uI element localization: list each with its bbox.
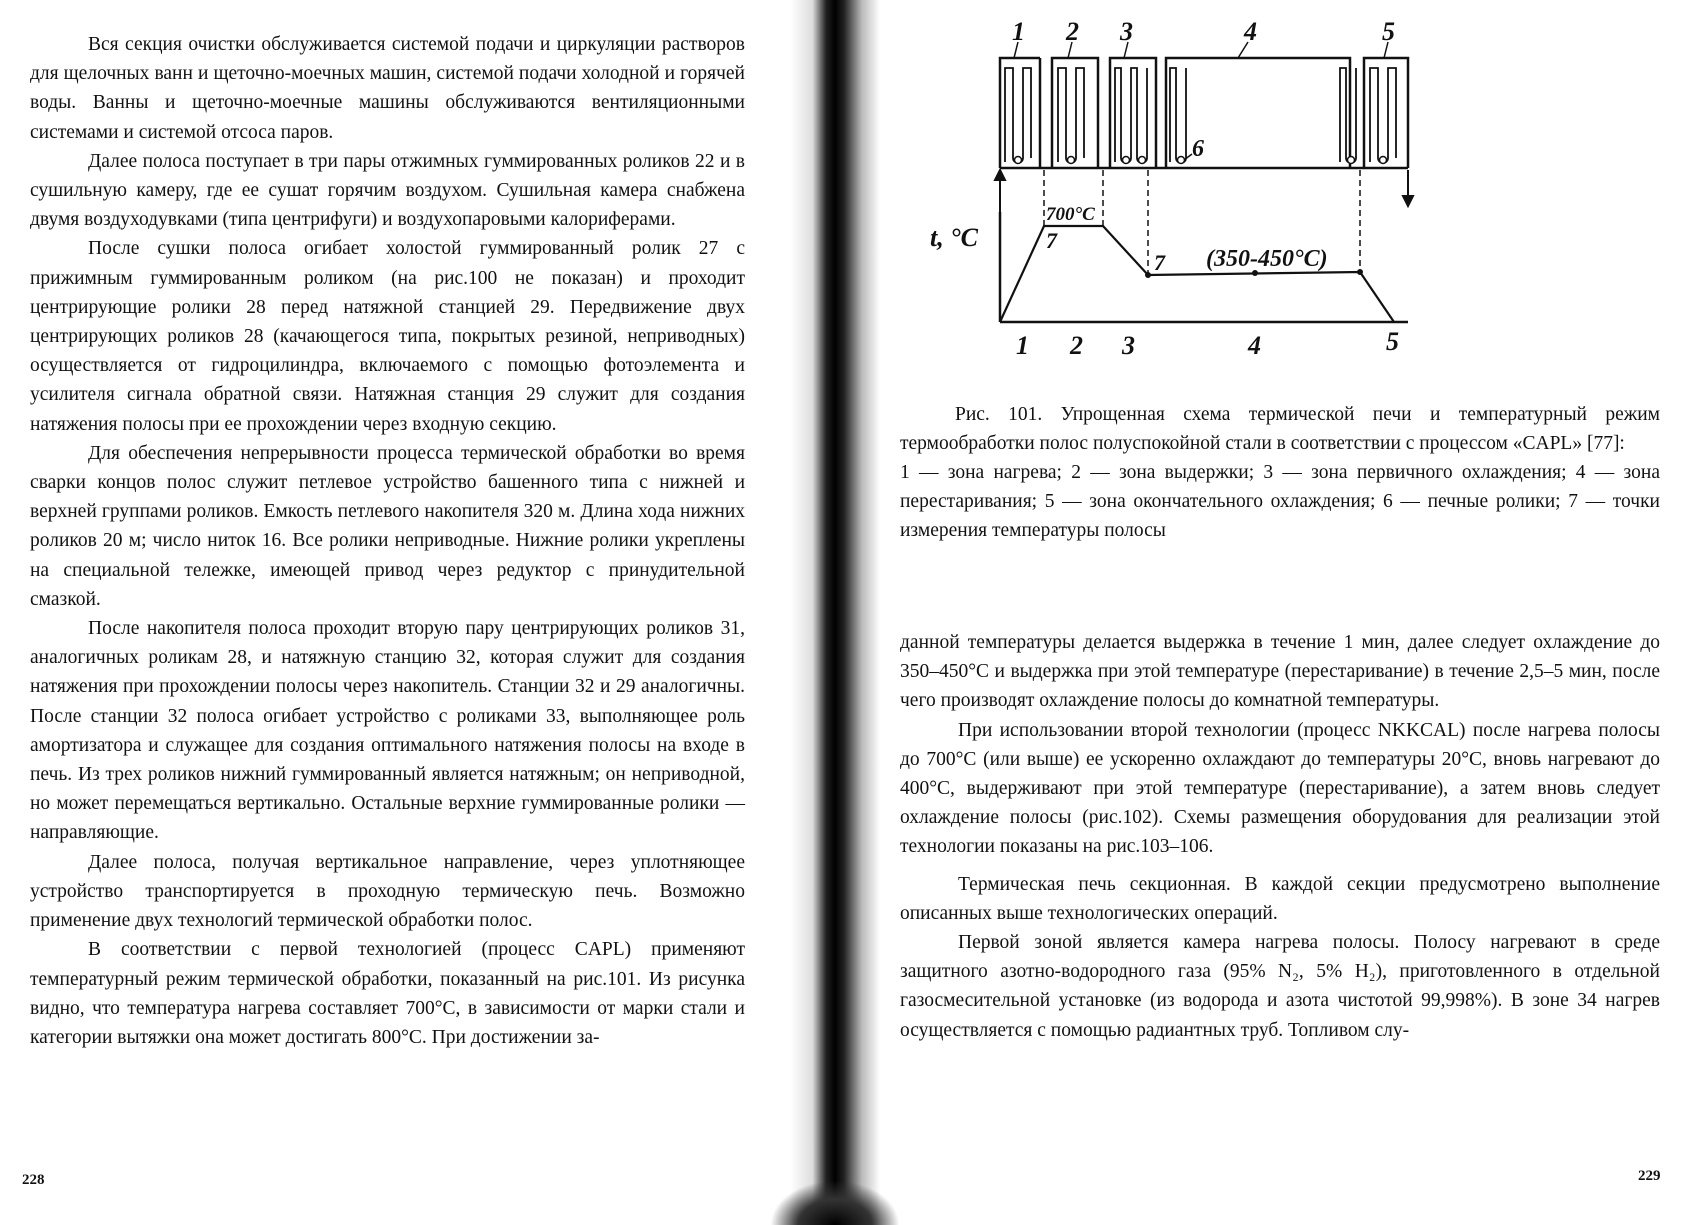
book-spine xyxy=(790,0,880,1225)
temperature-axes xyxy=(1000,212,1408,322)
measurement-point-label: 7 xyxy=(1154,250,1165,275)
paragraph: Первой зоной является камера нагрева полосы. Полосу нагревают в среде защитного азотно-водородного газа (95% N₂, 5% H₂), приготовленного в отдельной газосмесительной установке (из водорода и азота чистотой 99,998%). В зоне 34 нагрев осуществляется с помощью радиантных труб. Топливом слу- xyxy=(900,932,1660,1041)
zone-label-bottom: 2 xyxy=(1070,331,1083,360)
peak-temperature-label: 700°C xyxy=(1046,204,1095,225)
axis-label: t, °C xyxy=(930,223,978,252)
temperature-profile xyxy=(1000,226,1394,322)
zone-label-top: 4 xyxy=(1244,17,1257,46)
page-number: 229 xyxy=(1638,1168,1661,1184)
zone-label-bottom: 5 xyxy=(1386,327,1399,356)
paragraph: При использовании второй технологии (процесс NKKCAL) после нагрева полосы до 700°С (или выше) ее ускоренно охлаждают до температуры 20°С, вновь нагревают до 400°С, выдерживают при этой температуре (перестаривание), а затем вновь следует охлаждение полосы (рис.102). Схемы размещения оборудования для реализации этой технологии показаны на рис.103–106. xyxy=(900,719,1660,858)
caption-legend: 1 — зона нагрева; 2 — зона выдержки; 3 — зона первичного охлаждения; 4 — зона перестаривания; 5 — зона окончательного охлаждения; 6 — печные ролики; 7 — точки измерения температуры полосы xyxy=(900,462,1660,541)
zone-label-bottom: 4 xyxy=(1248,331,1261,360)
furnace-diagram xyxy=(930,17,1520,380)
right-page-text xyxy=(900,628,1660,1045)
hold-temperature-label: (350-450°C) xyxy=(1206,246,1328,272)
paragraph: Для обеспечения непрерывности процесса термической обработки во время сварки концов полос служит петлевое устройство башенного типа с нижней и верхней группами роликов. Емкость петлевого накопителя 320 м. Длина хода нижних роликов 20 м; число ниток 16. Все ролики неприводные. Нижние ролики укреплены на специальной тележке, имеющей привод через редуктор с принудительной смазкой. xyxy=(30,442,745,610)
right-page xyxy=(880,0,1684,1225)
paragraph: После сушки полоса огибает холостой гуммированный ролик 27 с прижимным гуммированным роликом (на рис.100 не показан) и проходит центрирующие ролики 28 перед натяжной станцией 29. Передвижение двух центрирующих роликов 28 (качающегося типа, покрытых резиной, неприводных) осуществляется от гидроцилиндра, включаемого с помощью фотоэлемента и усилителя сигнала обратной связи. Натяжная станция 29 служит для создания натяжения полосы при ее прохождении через входную секцию. xyxy=(30,238,745,435)
page-number: 228 xyxy=(22,1172,45,1188)
paragraph: Вся секция очистки обслуживается системой подачи и циркуляции растворов для щелочных ванн и щеточно-моечных машин, системой подачи холодной и горячей воды. Ванны и щеточно-моечные машины обслуживаются вентиляционными системами и системой отсоса паров. xyxy=(30,34,745,143)
zone-label-top: 2 xyxy=(1066,17,1079,46)
figure-caption xyxy=(900,400,1660,545)
paragraph: В соответствии с первой технологией (процесс CAPL) применяют температурный режим термической обработки, показанный на рис.101. Из рисунка видно, что температура нагрева составляет 700°С, в зависимости от марки стали и категории вытяжки она может достигать 800°С. При достижении за- xyxy=(30,939,745,1048)
caption-title: Рис. 101. Упрощенная схема термической печи и температурный режим термообработки полос полуспокойной стали в соответствии с процессом «CAPL» [77]: xyxy=(900,404,1660,454)
left-page xyxy=(0,0,790,1225)
zone-label-top: 5 xyxy=(1382,17,1395,46)
roller-label: 6 xyxy=(1192,136,1204,162)
paragraph: Термическая печь секционная. В каждой секции предусмотрено выполнение описанных выше технологических операций. xyxy=(900,873,1660,924)
zone-label-top: 1 xyxy=(1012,17,1025,46)
measurement-point-label: 7 xyxy=(1046,228,1057,253)
paragraph: данной температуры делается выдержка в течение 1 мин, далее следует охлаждение до 350–450°С и выдержка при этой температуре (перестаривание) в течение 2,5–5 мин, после чего производят охлаждение полосы до комнатной температуры. xyxy=(900,632,1660,712)
zone-label-bottom: 3 xyxy=(1122,331,1135,360)
paragraph: Далее полоса, получая вертикальное направление, через уплотняющее устройство транспортируется в проходную термическую печь. Возможно применение двух технологий термической обработки полос. xyxy=(30,851,745,932)
paragraph: После накопителя полоса проходит вторую пару центрирующих роликов 31, аналогичных роликам 28, и натяжную станцию 32, которая служит для создания натяжения при прохождении полосы через накопитель. Станции 32 и 29 аналогичны. После станции 32 полоса огибает устройство с роликами 33, выполняющее роль амортизатора и служащее для создания оптимального натяжения полосы на входе в печь. Из трех роликов нижний гуммированный является натяжным; он неприводной, но может перемещаться вертикально. Остальные верхние гуммированные ролики — направляющие. xyxy=(30,618,745,844)
left-page-text xyxy=(30,30,745,1052)
zone-label-bottom: 1 xyxy=(1016,331,1029,360)
paragraph: Далее полоса поступает в три пары отжимных гуммированных роликов 22 и в сушильную камеру, где ее сушат горячим воздухом. Сушильная камера снабжена двумя воздуходувками (типа центрифуги) и воздухопаровыми калориферами. xyxy=(30,150,745,231)
zone-label-top: 3 xyxy=(1120,17,1133,46)
